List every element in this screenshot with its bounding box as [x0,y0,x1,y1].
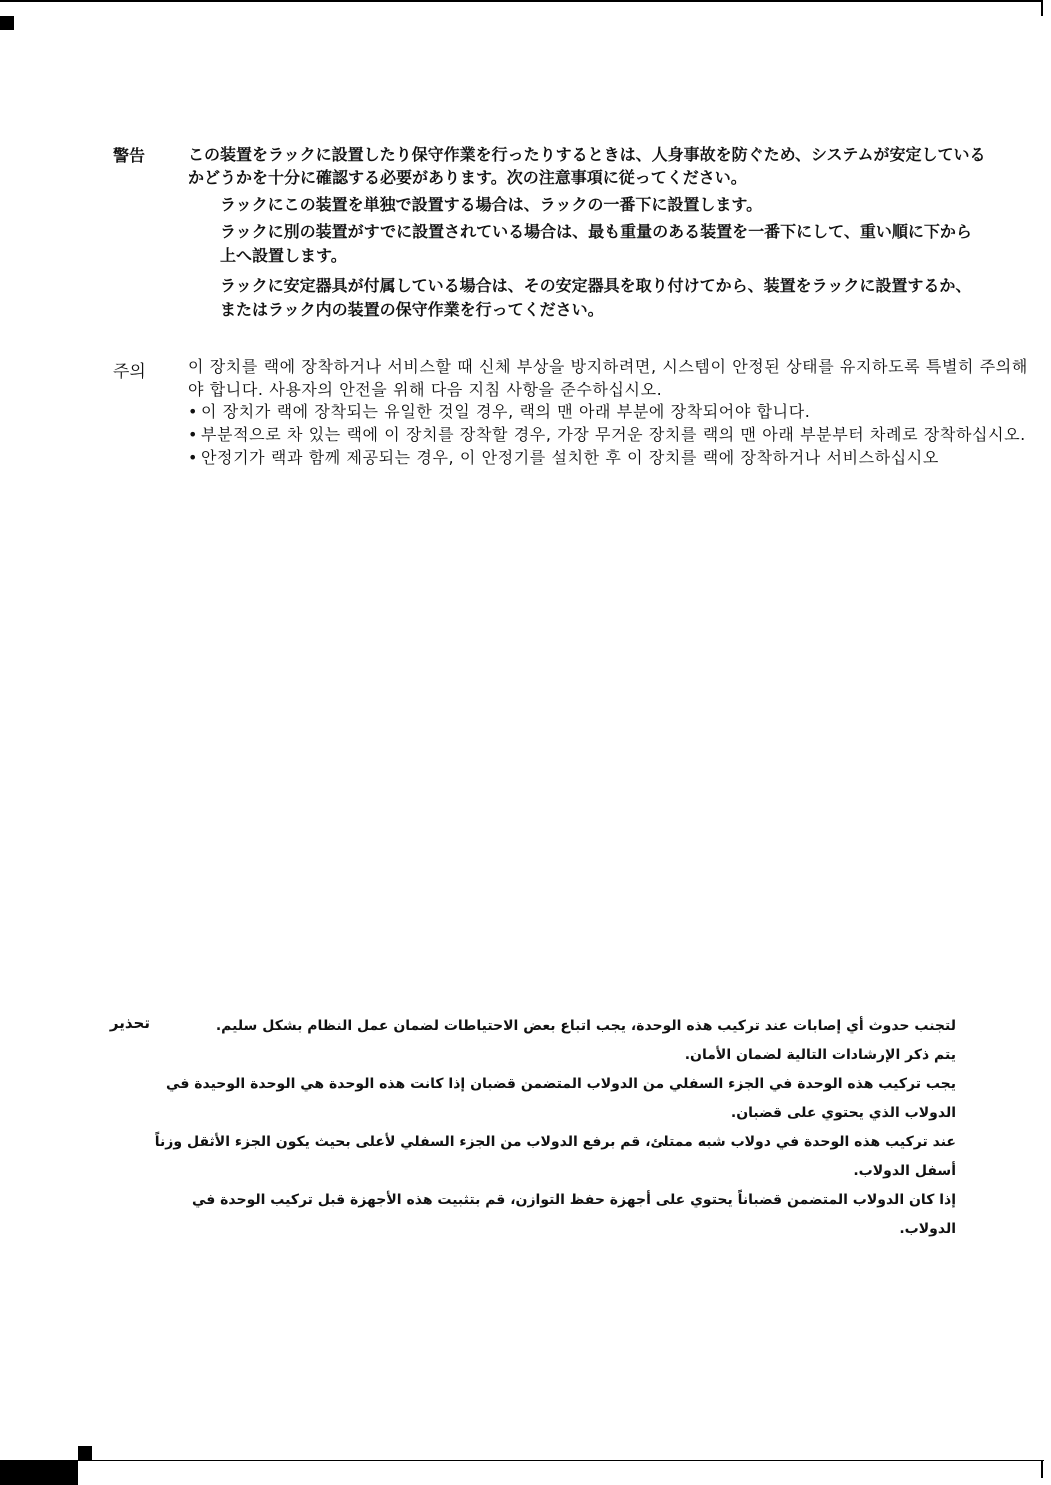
arabic-warning-line: يجب تركيب هذه الوحدة في الجزء السفلي من الدولاب المتضمن قضبان إذا كانت هذه الوحدة هي الوحدة الوحيدة في [166,1076,956,1092]
japanese-warning-item: ラックに別の装置がすでに設置されている場合は、最も重量のある装置を一番下にして、重い順に下から上へ設置します。 [220,222,972,265]
list-item [188,423,1030,446]
footer-marker [78,1446,92,1460]
arabic-warning-line: عند تركيب هذه الوحدة في دولاب شبه ممتلئ، قم برفع الدولاب من الجزء السفلي لأعلى بحيث يكون الجزء الأثقل وزناً [154,1134,956,1150]
arabic-warning-label: تحذير [109,1014,150,1032]
list-item-text: 부분적으로 차 있는 랙에 이 장치를 장착할 경우, 가장 무거운 장치를 랙의 맨 아래 부분부터 차례로 장착하십시오. [201,425,1026,444]
header-marker [0,16,14,30]
list-item [188,400,1030,423]
footer-tab [0,1460,78,1485]
header-tick [1041,0,1043,16]
arabic-warning-line: يتم ذكر الإرشادات التالية لضمان الأمان. [684,1047,956,1063]
japanese-warning-item: ラックにこの装置を単独で設置する場合は、ラックの一番下に設置します。 [220,195,763,214]
bullet-icon: • [188,402,199,421]
japanese-warning-item: ラックに安定器具が付属している場合は、その安定器具を取り付けてから、装置をラックに設置するか、またはラック内の装置の保守作業を行ってください。 [220,276,972,319]
korean-warning-list [188,400,1030,469]
japanese-warning-label: 警告 [113,146,146,165]
header-rule [0,0,1043,2]
list-item-text: 이 장치가 랙에 장착되는 유일한 것일 경우, 랙의 맨 아래 부분에 장착되어야 합니다. [201,402,811,421]
arabic-warning-line: الدولاب الذي يحتوي على قضبان. [730,1105,956,1121]
footer-rule [78,1460,1044,1461]
arabic-warning-line: أسفل الدولاب. [853,1163,956,1179]
list-item [188,446,1030,469]
footer-tick [1041,1460,1043,1478]
list-item-text: 안정기가 랙과 함께 제공되는 경우, 이 안정기를 설치한 후 이 장치를 랙에 장착하거나 서비스하십시오 [201,448,939,467]
bullet-icon: • [188,425,199,444]
arabic-warning-line: لتجنب حدوث أي إصابات عند تركيب هذه الوحدة، يجب اتباع بعض الاحتياطات لضمان عمل النظام بشكل سليم. [215,1018,956,1034]
bullet-icon: • [188,448,199,467]
japanese-warning-intro: この装置をラックに設置したり保守作業を行ったりするときは、人身事故を防ぐため、システムが安定しているかどうかを十分に確認する必要があります。次の注意事項に従ってください。 [188,145,986,187]
korean-warning-label: 주의 [113,362,146,382]
arabic-warning-line: الدولاب. [899,1221,956,1237]
arabic-warning-line: إذا كان الدولاب المتضمن قضباناً يحتوي على أجهزة حفظ التوازن، قم بتثبيت هذه الأجهزة قبل تركيب الوحدة في [191,1192,956,1208]
korean-warning-intro: 이 장치를 랙에 장착하거나 서비스할 때 신체 부상을 방지하려면, 시스템이 안정된 상태를 유지하도록 특별히 주의해야 합니다. 사용자의 안전을 위해 다음 지침 사항을 준수하십시오. [188,357,1028,399]
